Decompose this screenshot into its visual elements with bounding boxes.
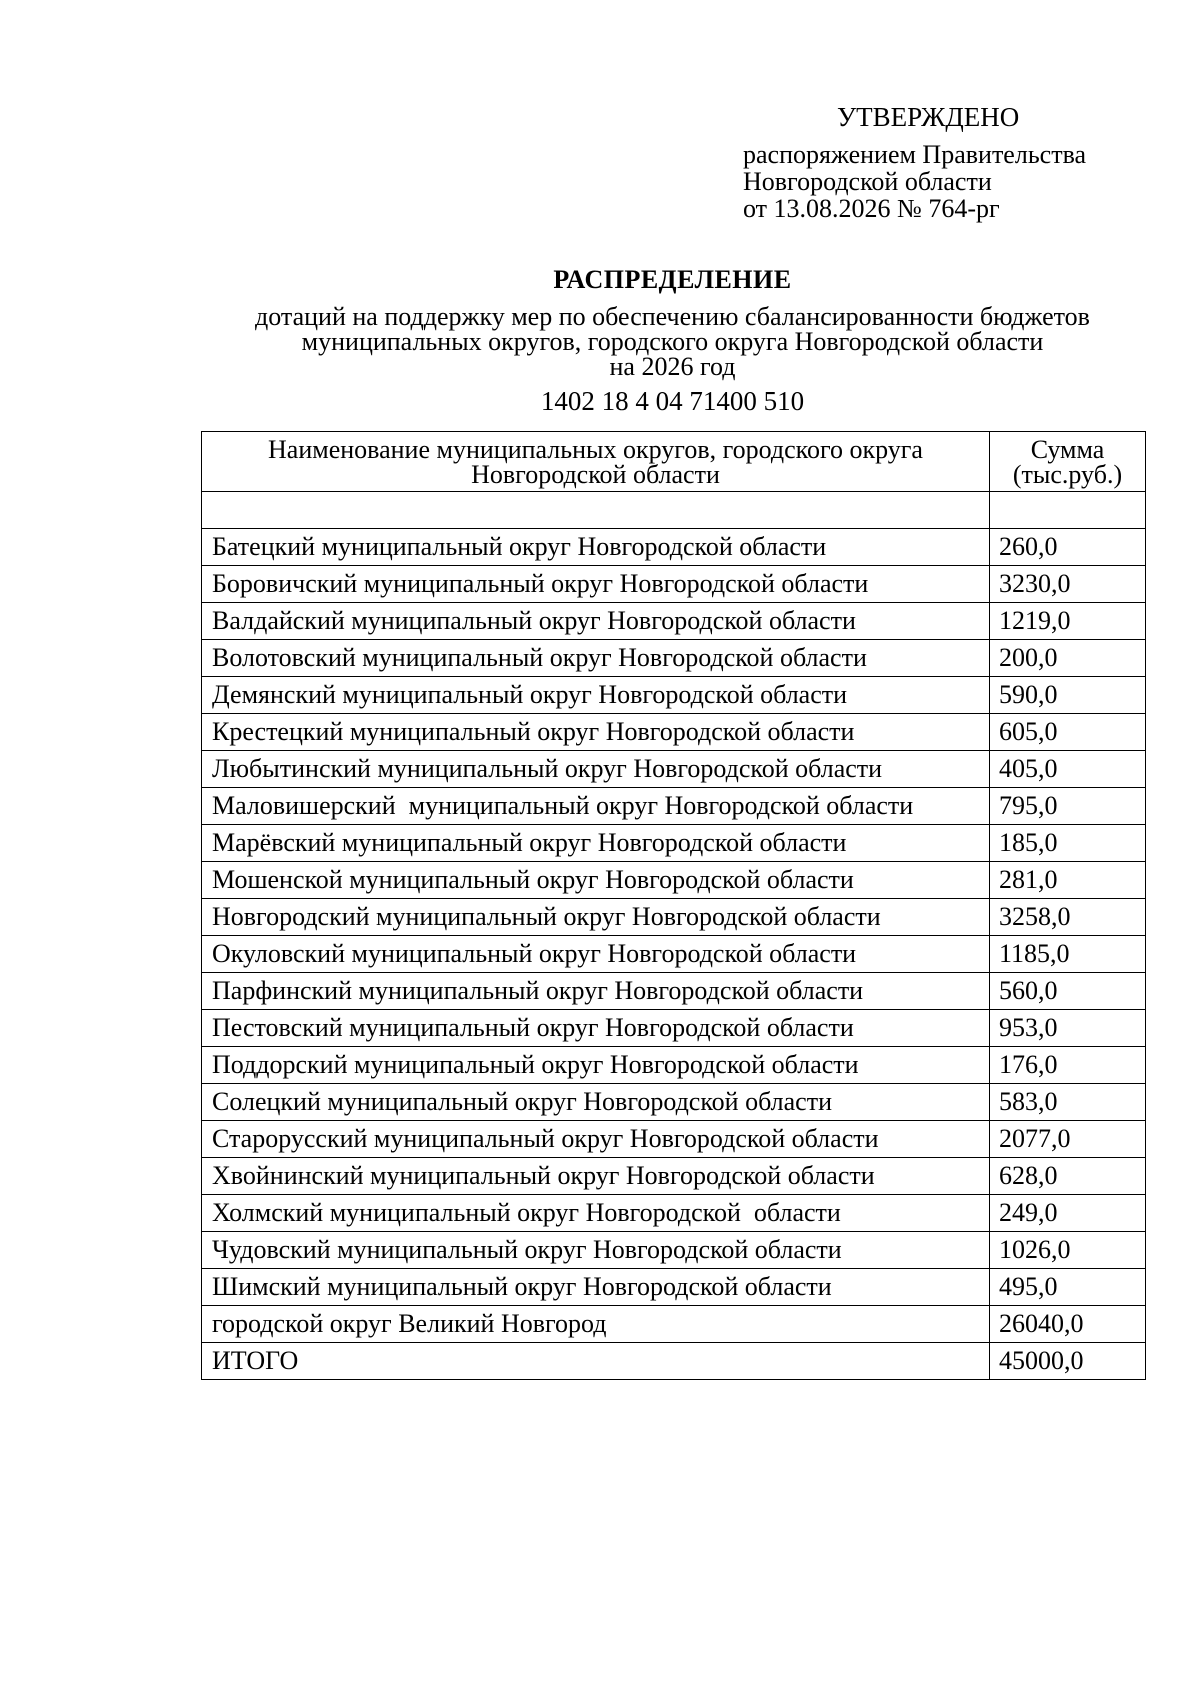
district-amount: 1026,0: [990, 1232, 1146, 1269]
district-name: Хвойнинский муниципальный округ Новгородской области: [202, 1158, 990, 1195]
district-name: Любытинский муниципальный округ Новгородской области: [202, 751, 990, 788]
district-name: Пестовский муниципальный округ Новгородской области: [202, 1010, 990, 1047]
district-name: Марёвский муниципальный округ Новгородской области: [202, 825, 990, 862]
table-row: [202, 1195, 1146, 1232]
table-row: [202, 1084, 1146, 1121]
header-sum-line-1: Сумма: [1030, 434, 1105, 464]
table-row: [202, 603, 1146, 640]
district-amount: 3258,0: [990, 899, 1146, 936]
district-amount: 605,0: [990, 714, 1146, 751]
district-amount: 2077,0: [990, 1121, 1146, 1158]
document-subtitle: [0, 304, 1200, 379]
header-name-column: [202, 432, 990, 492]
district-amount: 1219,0: [990, 603, 1146, 640]
table-row: [202, 1121, 1146, 1158]
table-row: [202, 1158, 1146, 1195]
district-amount: 583,0: [990, 1084, 1146, 1121]
district-name: Валдайский муниципальный округ Новгородской области: [202, 603, 990, 640]
table-row: [202, 751, 1146, 788]
distribution-table: [201, 431, 1146, 1380]
district-name: Крестецкий муниципальный округ Новгородской области: [202, 714, 990, 751]
approval-region: Новгородской области: [743, 167, 992, 196]
table-row: [202, 788, 1146, 825]
total-label: ИТОГО: [202, 1343, 990, 1380]
table-row: [202, 936, 1146, 973]
district-name: Парфинский муниципальный округ Новгородской области: [202, 973, 990, 1010]
table-row: [202, 1269, 1146, 1306]
district-name: Старорусский муниципальный округ Новгородской области: [202, 1121, 990, 1158]
city-district-name: городской округ Великий Новгород: [202, 1306, 990, 1343]
header-gap: [202, 492, 1146, 529]
table-row: [202, 862, 1146, 899]
district-amount: 3230,0: [990, 566, 1146, 603]
total-row: [202, 1343, 1146, 1380]
district-name: Батецкий муниципальный округ Новгородской области: [202, 529, 990, 566]
approval-block: [743, 104, 1163, 222]
table-row: [202, 1232, 1146, 1269]
district-name: Новгородский муниципальный округ Новгородской области: [202, 899, 990, 936]
district-amount: 953,0: [990, 1010, 1146, 1047]
approval-date-number: от 13.08.2026 № 764-рг: [743, 194, 1000, 223]
district-amount: 1185,0: [990, 936, 1146, 973]
table-row: [202, 677, 1146, 714]
district-name: Волотовский муниципальный округ Новгородской области: [202, 640, 990, 677]
approval-stamp: УТВЕРЖДЕНО: [837, 102, 1020, 132]
table-row: [202, 825, 1146, 862]
district-amount: 405,0: [990, 751, 1146, 788]
district-amount: 200,0: [990, 640, 1146, 677]
subtitle-line-1: дотаций на поддержку мер по обеспечению сбалансированности бюджетов: [255, 302, 1090, 331]
total-amount: 45000,0: [990, 1343, 1146, 1380]
district-name: Чудовский муниципальный округ Новгородской области: [202, 1232, 990, 1269]
budget-classification-code: 1402 18 4 04 71400 510: [540, 386, 805, 416]
district-amount: 590,0: [990, 677, 1146, 714]
subtitle-line-3: на 2026 год: [609, 352, 736, 381]
city-district-amount: 26040,0: [990, 1306, 1146, 1343]
header-name-line-1: Наименование муниципальных округов, городского округа: [268, 434, 923, 464]
district-name: Мошенской муниципальный округ Новгородской области: [202, 862, 990, 899]
district-amount: 281,0: [990, 862, 1146, 899]
table-header-row: [202, 432, 1146, 492]
district-name: Демянский муниципальный округ Новгородской области: [202, 677, 990, 714]
district-name: Шимский муниципальный округ Новгородской области: [202, 1269, 990, 1306]
document-title: РАСПРЕДЕЛЕНИЕ: [553, 265, 792, 294]
district-name: Холмский муниципальный округ Новгородской области: [202, 1195, 990, 1232]
table-row: [202, 640, 1146, 677]
table-row: [202, 529, 1146, 566]
table-row: [202, 1047, 1146, 1084]
district-amount: 249,0: [990, 1195, 1146, 1232]
district-amount: 795,0: [990, 788, 1146, 825]
header-name-line-2: Новгородской области: [471, 459, 720, 489]
table-row: [202, 566, 1146, 603]
header-sum-column: [990, 432, 1146, 492]
district-name: Солецкий муниципальный округ Новгородской области: [202, 1084, 990, 1121]
district-amount: 176,0: [990, 1047, 1146, 1084]
district-amount: 560,0: [990, 973, 1146, 1010]
district-amount: 628,0: [990, 1158, 1146, 1195]
approval-authority: распоряжением Правительства: [743, 140, 1087, 169]
district-name: Поддорский муниципальный округ Новгородской области: [202, 1047, 990, 1084]
table-row: [202, 1010, 1146, 1047]
district-name: Окуловский муниципальный округ Новгородской области: [202, 936, 990, 973]
header-sum-line-2: (тыс.руб.): [1012, 459, 1123, 489]
table-row: [202, 1306, 1146, 1343]
subtitle-line-2: муниципальных округов, городского округа Новгородской области: [301, 327, 1044, 356]
table-row: [202, 973, 1146, 1010]
district-amount: 185,0: [990, 825, 1146, 862]
table-row: [202, 714, 1146, 751]
district-name: Маловишерский муниципальный округ Новгородской области: [202, 788, 990, 825]
district-amount: 495,0: [990, 1269, 1146, 1306]
district-amount: 260,0: [990, 529, 1146, 566]
table-row: [202, 899, 1146, 936]
district-name: Боровичский муниципальный округ Новгородской области: [202, 566, 990, 603]
